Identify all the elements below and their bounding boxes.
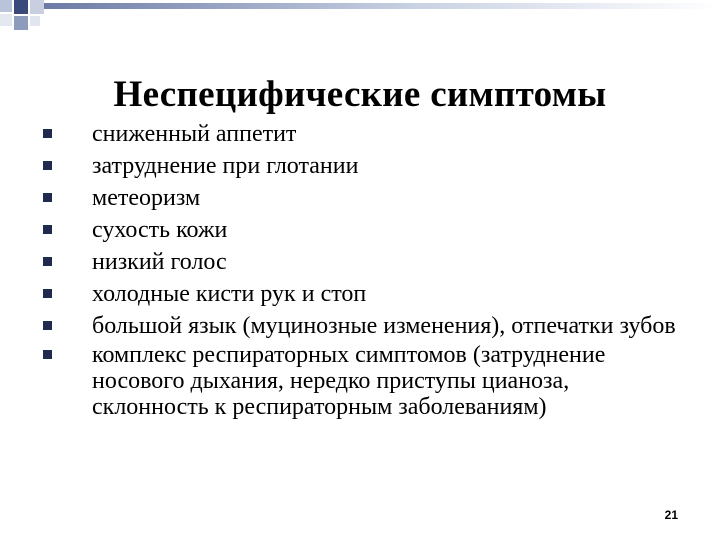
top-decorative-bar [44, 3, 720, 9]
decor-square [14, 16, 28, 30]
list-item-text: большой язык (муцинозные изменения), отпечатки зубов [92, 313, 676, 339]
list-item-text: затруднение при глотании [92, 153, 359, 179]
decor-square [0, 0, 12, 12]
symptom-list [0, 118, 720, 420]
square-bullet-icon [43, 321, 52, 330]
page-number: 21 [664, 508, 678, 522]
decor-square [30, 16, 40, 26]
list-item [0, 278, 720, 310]
list-item [0, 214, 720, 246]
list-item-text: комплекс респираторных симптомов (затруднение носового дыхания, нередко приступы цианоза, склонность к респираторным заболеваниям) [92, 342, 606, 420]
slide-title: Неспецифические симптомы [113, 73, 607, 115]
list-item [0, 339, 720, 420]
square-bullet-icon [43, 350, 52, 359]
square-bullet-icon [43, 225, 52, 234]
list-item [0, 118, 720, 150]
list-item-text: сухость кожи [92, 217, 228, 243]
list-item-text: холодные кисти рук и стоп [92, 281, 367, 307]
list-item [0, 310, 720, 339]
list-item [0, 150, 720, 182]
square-bullet-icon [43, 129, 52, 138]
list-item [0, 246, 720, 278]
square-bullet-icon [43, 289, 52, 298]
list-item-text: низкий голос [92, 249, 227, 275]
list-item-text: сниженный аппетит [92, 121, 297, 147]
decor-square [30, 0, 44, 14]
list-item-text: метеоризм [92, 185, 201, 211]
decor-square [0, 14, 12, 26]
square-bullet-icon [43, 161, 52, 170]
list-item [0, 182, 720, 214]
square-bullet-icon [43, 257, 52, 266]
square-bullet-icon [43, 193, 52, 202]
decor-square [14, 0, 28, 14]
